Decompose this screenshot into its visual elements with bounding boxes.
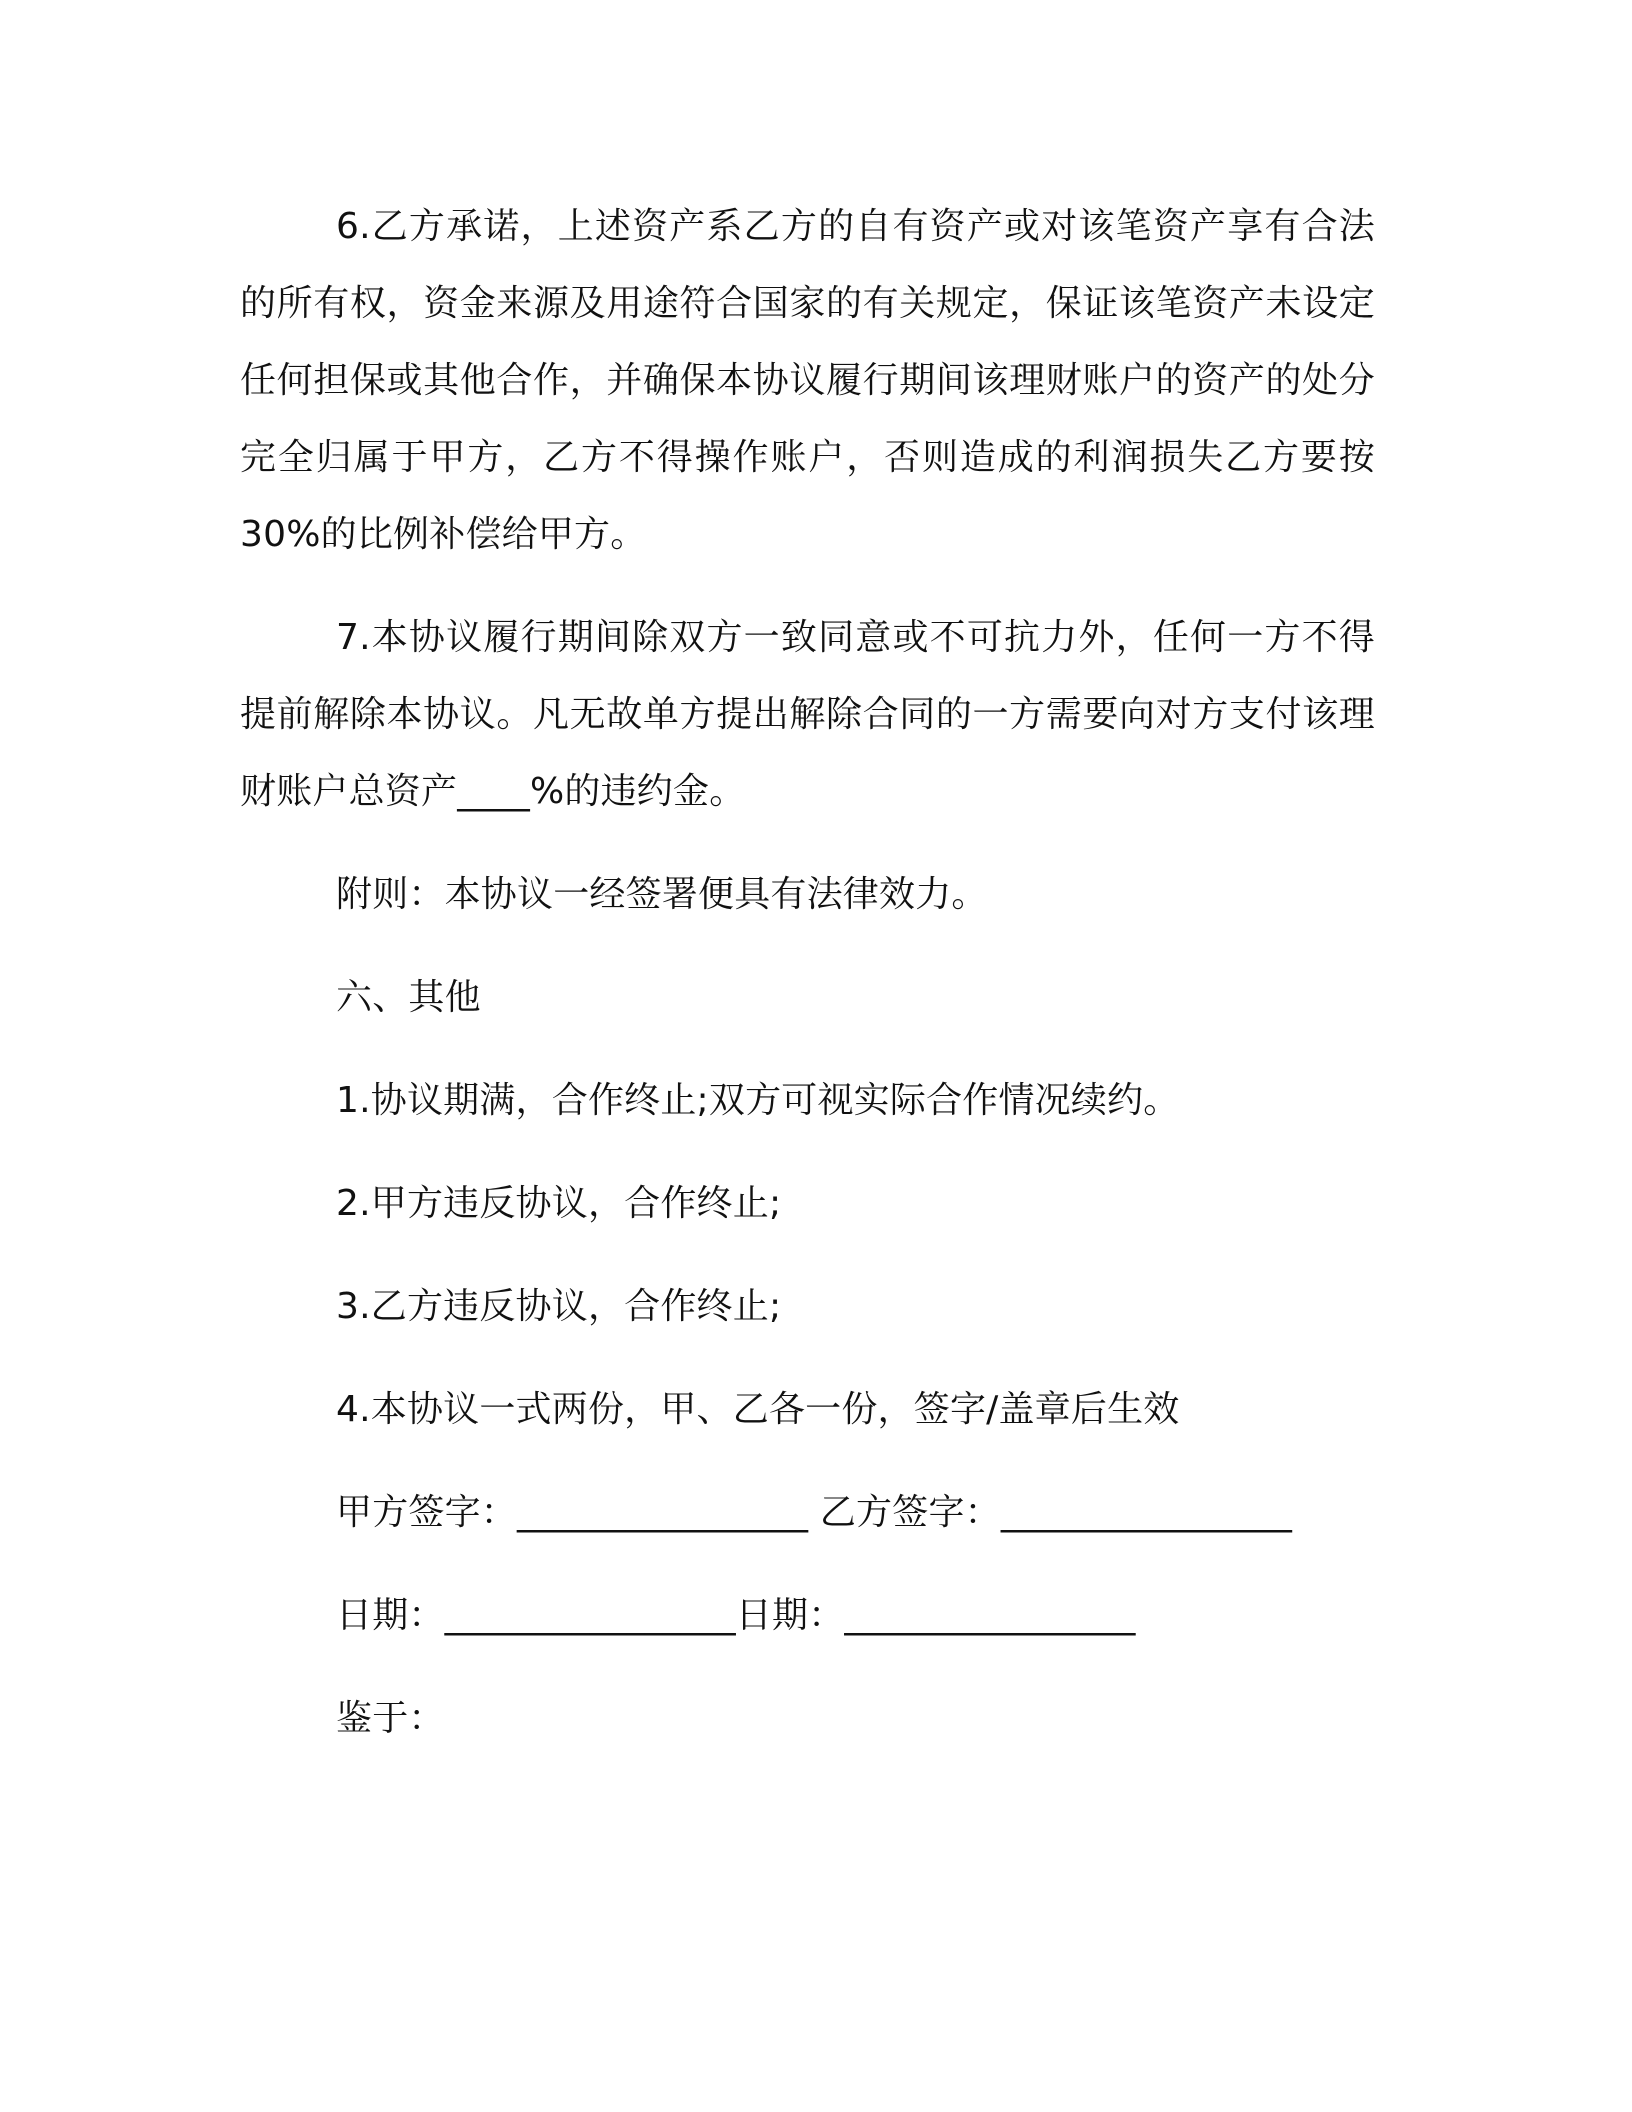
other-item-3: 3.乙方违反协议，合作终止; <box>336 1286 782 1327</box>
other-item-4: 4.本协议一式两份，甲、乙各一份，签字/盖章后生效 <box>336 1389 1180 1430</box>
clause-6-paragraph: 6.乙方承诺，上述资产系乙方的自有资产或对该笔资产享有合法的所有权，资金来源及用途符合国家的有关规定，保证该笔资产未设定任何担保或其他合作，并确保本协议履行期间该理财账户的资产的处分完全归属于甲方，乙方不得操作账户，否则造成的利润损失乙方要按 30%的比例补偿给甲方。 <box>240 206 1375 555</box>
date-line: 日期：________________日期：________________ <box>336 1595 1136 1636</box>
section-six-heading: 六、其他 <box>336 977 481 1018</box>
document-body <box>240 188 1375 1757</box>
other-item-1: 1.协议期满，合作终止;双方可视实际合作情况续约。 <box>336 1080 1180 1121</box>
appendix-line: 附则：本协议一经签署便具有法律效力。 <box>336 874 988 915</box>
clause-7-paragraph: 7.本协议履行期间除双方一致同意或不可抗力外，任何一方不得提前解除本协议。凡无故单方提出解除合同的一方需要向对方支付该理财账户总资产____%的违约金。 <box>240 617 1375 812</box>
signature-line: 甲方签字：________________ 乙方签字：________________ <box>336 1492 1293 1533</box>
whereas-line: 鉴于： <box>336 1698 445 1739</box>
other-item-2: 2.甲方违反协议，合作终止; <box>336 1183 782 1224</box>
